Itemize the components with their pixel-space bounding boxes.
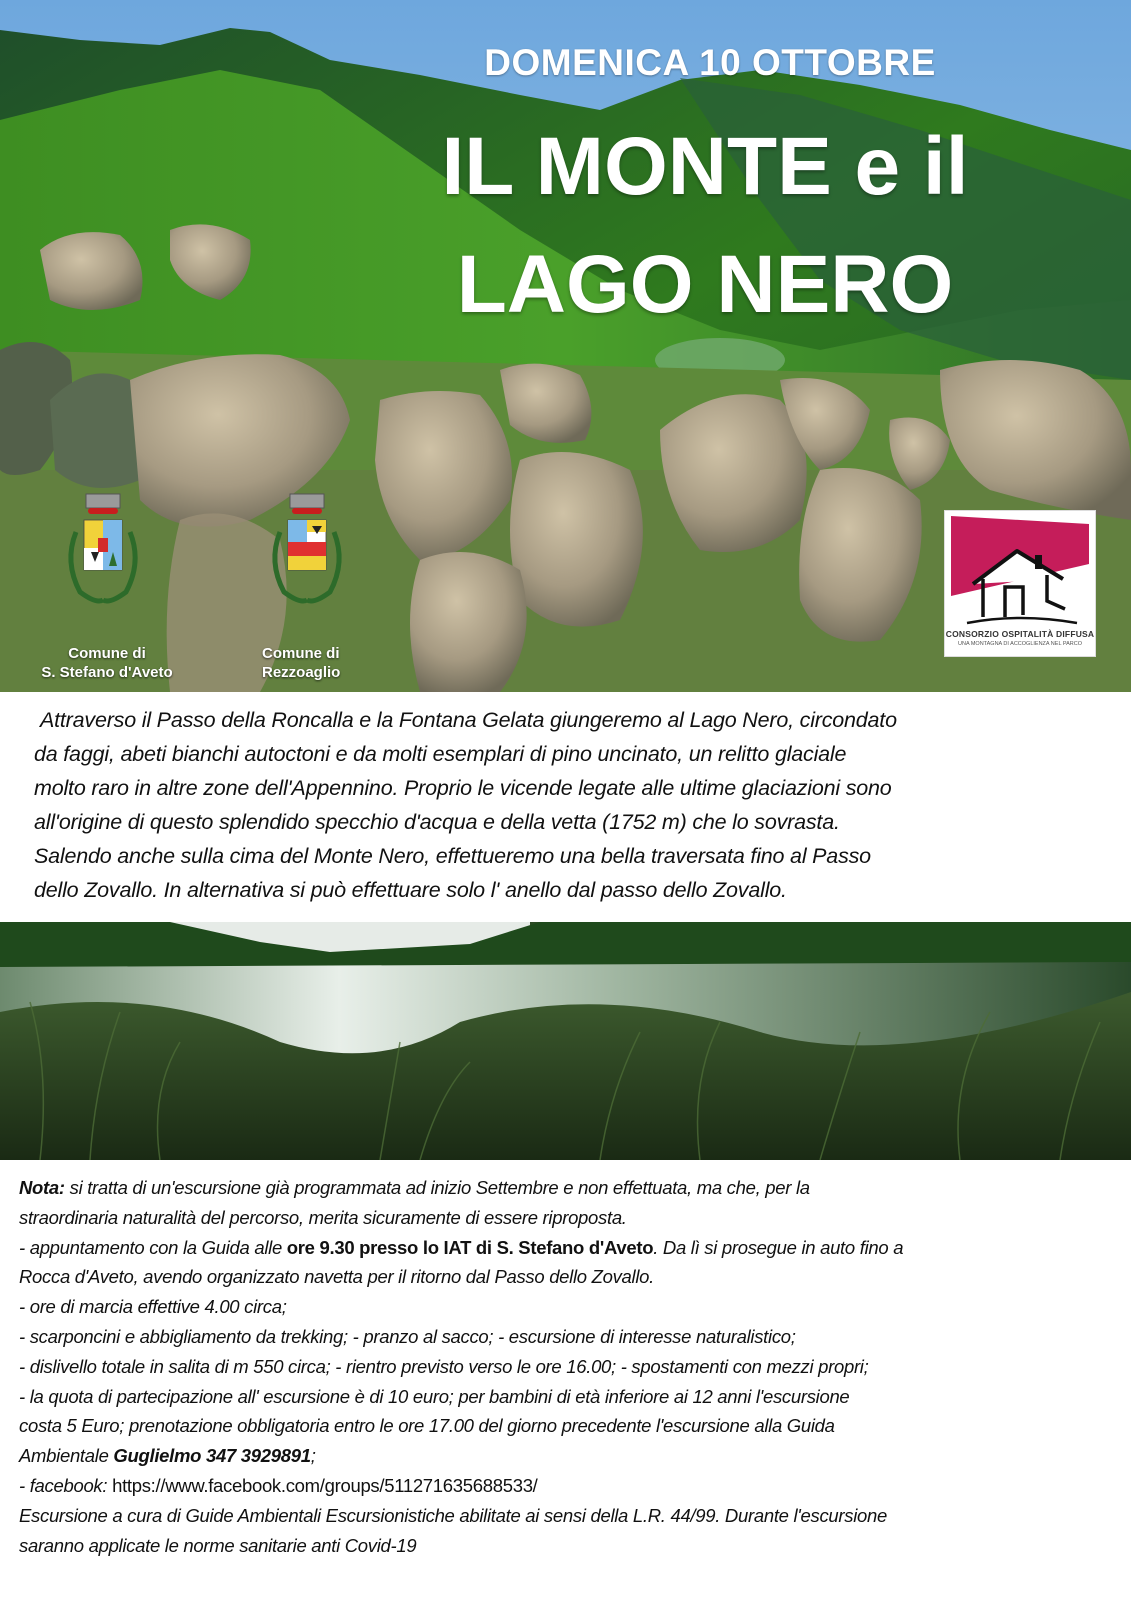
fee-info: - la quota di partecipazione all' escursione è di 10 euro; per bambini di età inferiore ai 12 anni l'escursione: [19, 1385, 850, 1407]
description-line: Salendo anche sulla cima del Monte Nero, effettueremo una bella traversata fino al Passo: [34, 844, 871, 868]
guide-contact: [19, 1441, 1119, 1471]
event-description: [34, 703, 1114, 907]
nota-label: Nota:: [19, 1177, 65, 1198]
facebook-link[interactable]: https://www.facebook.com/groups/511271635688533/: [107, 1474, 538, 1496]
crest-label-line: Comune di: [68, 645, 146, 662]
fee-info-cont: costa 5 Euro; prenotazione obbligatoria entro le ore 17.00 del giorno precedente l'escursione alla Guida: [19, 1415, 835, 1437]
walking-time: - ore di marcia effettive 4.00 circa;: [19, 1296, 287, 1318]
meeting-line: [19, 1233, 1119, 1263]
consorzio-ospitalita-logo: [944, 510, 1096, 657]
description-line: da faggi, abeti bianchi autoctoni e da molti esemplari di pino uncinato, un relitto glaciale: [34, 742, 847, 766]
meeting-time-place: ore 9.30 presso lo IAT di S. Stefano d'Aveto: [286, 1236, 654, 1258]
footer-line: Escursione a cura di Guide Ambientali Escursionistiche abilitate ai sensi della L.R. 44/99. Durante l'escursione: [19, 1504, 887, 1526]
description-line: molto raro in altre zone dell'Appennino. Proprio le vicende legate alle ultime glaciazioni sono: [34, 776, 892, 800]
meeting-post: . Da lì si prosegue in auto fino a: [653, 1236, 904, 1258]
meeting-pre: - appuntamento con la Guida alle: [19, 1236, 287, 1258]
crest-label-line: S. Stefano d'Aveto: [41, 664, 173, 681]
description-line: dello Zovallo. In alternativa si può effettuare solo l' anello dal passo dello Zovallo.: [34, 878, 787, 902]
note-line: [19, 1173, 1119, 1203]
lake-landscape-image: [0, 922, 1131, 1160]
rezzoaglio-label: [262, 644, 362, 682]
gear-info: - scarponcini e abbigliamento da trekking; - pranzo al sacco; - escursione di interesse naturalistico;: [19, 1325, 796, 1347]
event-notes: [19, 1173, 1119, 1560]
crest-label-line: Comune di: [262, 645, 340, 662]
event-title-line-1: IL MONTE e il: [441, 121, 969, 212]
house-icon: [965, 539, 1080, 629]
event-date: DOMENICA 10 OTTOBRE: [484, 42, 936, 83]
meeting-line-cont: Rocca d'Aveto, avendo organizzato navetta per il ritorno dal Passo dello Zovallo.: [19, 1266, 654, 1288]
guide-pre: Ambientale: [19, 1445, 114, 1467]
elevation-info: - dislivello totale in salita di m 550 circa; - rientro previsto verso le ore 16.00; - spostamenti con mezzi propri;: [19, 1355, 869, 1377]
lake-photo: [0, 922, 1131, 1160]
nota-text: si tratta di un'escursione già programmata ad inizio Settembre e non effettuata, ma che, per la: [64, 1177, 810, 1198]
note-line: straordinaria naturalità del percorso, merita sicuramente di essere riproposta.: [19, 1206, 627, 1228]
guide-post: ;: [310, 1445, 316, 1467]
rezzoaglio-crest-icon: [262, 492, 352, 622]
event-title-line-2: LAGO NERO: [456, 239, 954, 330]
facebook-label: - facebook:: [19, 1474, 108, 1496]
footer-line: saranno applicate le norme sanitarie anti Covid-19: [19, 1534, 417, 1556]
crest-label-line: Rezzoaglio: [262, 664, 341, 681]
logo-tagline: UNA MONTAGNA DI ACCOGLIENZA NEL PARCO: [958, 641, 1082, 647]
description-line: all'origine di questo splendido specchio d'acqua e della vetta (1752 m) che lo sovrasta.: [34, 810, 840, 834]
santo-stefano-label: [32, 644, 182, 682]
hero-photo: [0, 0, 1131, 692]
description-line: Attraverso il Passo della Roncalla e la Fontana Gelata giungeremo al Lago Nero, circondato: [40, 708, 897, 732]
guide-name-phone: Guglielmo 347 3929891: [113, 1445, 311, 1467]
logo-name: CONSORZIO OSPITALITÀ DIFFUSA: [945, 629, 1095, 639]
event-title: [380, 108, 1030, 344]
facebook-line: [19, 1471, 1119, 1501]
santo-stefano-crest-icon: [58, 492, 148, 622]
